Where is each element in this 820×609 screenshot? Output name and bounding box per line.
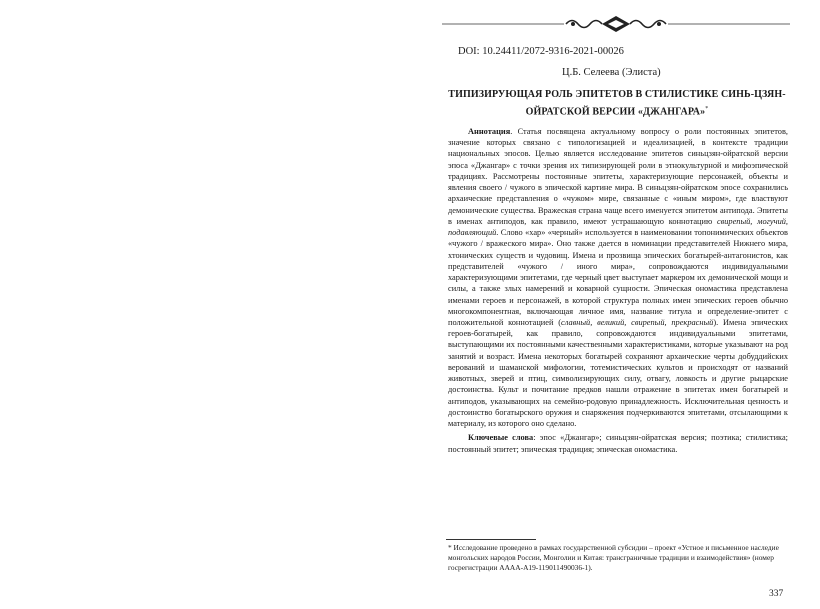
abstract-paragraph bbox=[448, 126, 788, 429]
abstract-block bbox=[448, 126, 788, 455]
abstract-text-1: . Статья посвящена актуальному вопросу о роли постоянных эпитетов, значение которых связано с типологизацией и идеализацией, в контексте традиции национальных эпосов. Целью является исследование эпитетов синьцзян-ойратской версии эпоса «Джангар» с точки зрения их типизирующей роли в этнокультурной и мифоэпической традициях. Рассмотрены постоянные эпитеты, характеризующие персонажей, объекты и явления своего / чужого в эпической картине мира. В синьцзян-ойратском эпосе сохранились архаические представления о «чужом» мире, связанные с «иным миром», где властвуют демонические существа. Вражеская страна чаще всего именуется эпитетом антипода. Эпитеты в именах антиподов, как правило, имеют устрашающую коннотацию bbox=[448, 127, 788, 226]
abstract-text-2: . Слово «хар» «черный» используется в наименовании топонимических объектов «чужого / вражеского мира». Оно также дается в номинации представителей Нижнего мира, хтонических существ и чудовищ. Имена и прозвища эпических богатырей-антагонистов, как представителей «чужого / иного мира», сопровождаются индивидуальными характеризующими эпитетами, где черный цвет выступает маркером их демонической мощи и силы, а также злых намерений и коварной сущности. Эпическая ономастика представлена именами героев и персонажей, в которой структура полных имен эпических героев обычно многокомпонентная, включающая личное имя, название титула и определение-эпитет с положительной коннотацией ( bbox=[448, 228, 788, 327]
doi: DOI: 10.24411/2072-9316-2021-00026 bbox=[458, 46, 624, 57]
footnote-rule bbox=[446, 539, 536, 540]
title-text: ТИПИЗИРУЮЩАЯ РОЛЬ ЭПИТЕТОВ В СТИЛИСТИКЕ СИНЬ-ЦЗЯН-ОЙРАТСКОЙ ВЕРСИИ «ДЖАНГАРА» bbox=[448, 89, 786, 118]
ornament-divider-icon bbox=[442, 14, 790, 34]
article-title bbox=[448, 88, 786, 119]
keywords-label: Ключевые слова bbox=[468, 433, 534, 443]
keywords-paragraph bbox=[448, 432, 788, 454]
page-number: 337 bbox=[769, 589, 784, 599]
footnote: * Исследование проведено в рамках государственной субсидии – проект «Устное и письменное наследие монгольских народов России, Монголии и Китая: трансграничные традиции и взаимодействия» (номер госрегистрации АААА-А19-119011490036-1). bbox=[448, 543, 779, 573]
keywords-text: : эпос «Джангар»; синьцзян-ойратская версия; поэтика; стилистика; постоянный эпитет; эпическая традиция; эпическая ономастика. bbox=[448, 433, 788, 454]
abstract-italic-2: славный, великий, свирепый, прекрасный bbox=[561, 317, 714, 327]
author: Ц.Б. Селеева (Элиста) bbox=[562, 67, 661, 78]
abstract-text-3: ). Имена эпических героев-богатырей, как правило, сопровождаются индивидуальными эпитетами, выступающими их постоянными качественными характеристиками, которые указывают на род занятий и возраст. Имена некоторых богатырей сохраняют архаические черты добуддийских верований и шаманской мифологии, тотемистических культов и происходят от названий животных, зверей и птиц, символизирующих силу, отвагу, ловкость и другие рыцарские достоинства. Культ и почитание предков нашли отражение в эпитетах имен богатырей и антиподов, указывающих на семейно-родовую принадлежность. Исключительная ценность и достоинство богатырского оружия и снаряжения подчеркиваются эпитетами, отсылающими к материалу, из которого оно сделано. bbox=[448, 317, 788, 429]
abstract-italic-1: свирепый, могучий, подавляющий bbox=[448, 216, 788, 238]
title-footnote-marker: * bbox=[705, 106, 709, 112]
journal-page bbox=[442, 0, 790, 609]
abstract-label: Аннотация bbox=[468, 127, 511, 136]
